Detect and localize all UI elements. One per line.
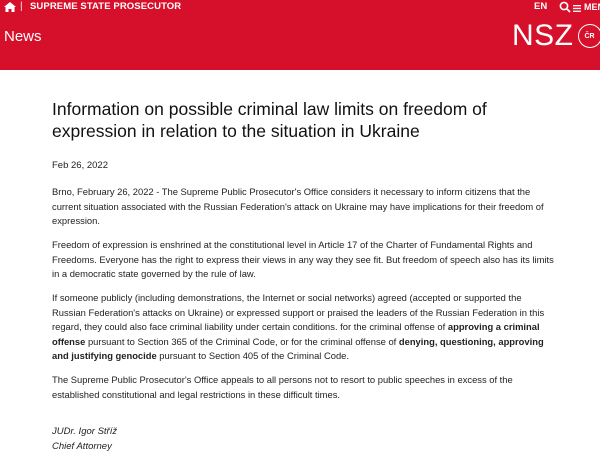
article <box>52 98 556 452</box>
paragraph-1: Brno, February 26, 2022 - The Supreme Public Prosecutor's Office considers it necessary to inform citizens that the current situation associated with the Russian Federation's attack on Ukraine may have implications for their freedom of expression. <box>52 186 544 227</box>
signature-name: JUDr. Igor Stříž <box>52 426 118 437</box>
paragraph-3-part1: If someone publicly (including demonstrations, the Internet or social networks) agreed (accepted or supported the Russian Federation's attacks on Ukraine) or expressed support or praised the leaders of the Russian Federation in this regard, they could also face criminal liability under certain conditions. for the criminal offense of <box>52 292 545 333</box>
paragraph-3 <box>52 291 556 364</box>
paragraph-3-bold2: denying, questioning, approving and justifying genocide <box>52 335 544 362</box>
logo-seal: ČR <box>578 24 602 48</box>
menu-button[interactable] <box>573 2 611 12</box>
separator: | <box>20 1 23 12</box>
site-header <box>0 0 611 70</box>
home-icon[interactable] <box>4 2 16 12</box>
paragraph-3-part2: pursuant to Section 365 of the Criminal Code, or for the criminal offense of <box>85 335 399 347</box>
brand-link[interactable]: SUPREME STATE PROSECUTOR <box>30 1 182 12</box>
paragraph-3-part3: pursuant to Section 405 of the Criminal Code. <box>156 350 350 362</box>
language-switch[interactable]: EN <box>534 1 548 12</box>
search-icon[interactable] <box>559 1 571 13</box>
article-title: Information on possible criminal law limits on freedom of expression in relation to the situation in Ukraine <box>52 99 487 141</box>
paragraph-3-bold1: approving a criminal offense <box>52 321 540 347</box>
menu-label: MENU <box>584 2 611 12</box>
menu-icon <box>573 4 581 11</box>
paragraph-2: Freedom of expression is enshrined at the constitutional level in Article 17 of the Charter of Fundamental Rights and Freedoms. Everyone has the right to express their views in any way they see fit. But freedom of speech also has its limits in a democratic state governed by the rule of law. <box>52 239 554 280</box>
paragraph-4: The Supreme Public Prosecutor's Office appeals to all persons not to resort to public speeches in excess of the established constitutional and legal restrictions in these difficult times. <box>52 374 513 400</box>
section-title: News <box>4 28 42 45</box>
article-date: Feb 26, 2022 <box>52 160 108 171</box>
signature <box>52 425 117 454</box>
top-bar <box>0 0 611 14</box>
nsz-logo[interactable] <box>512 21 602 51</box>
signature-role: Chief Attorney <box>52 440 112 452</box>
logo-text: NSZ <box>512 19 574 52</box>
